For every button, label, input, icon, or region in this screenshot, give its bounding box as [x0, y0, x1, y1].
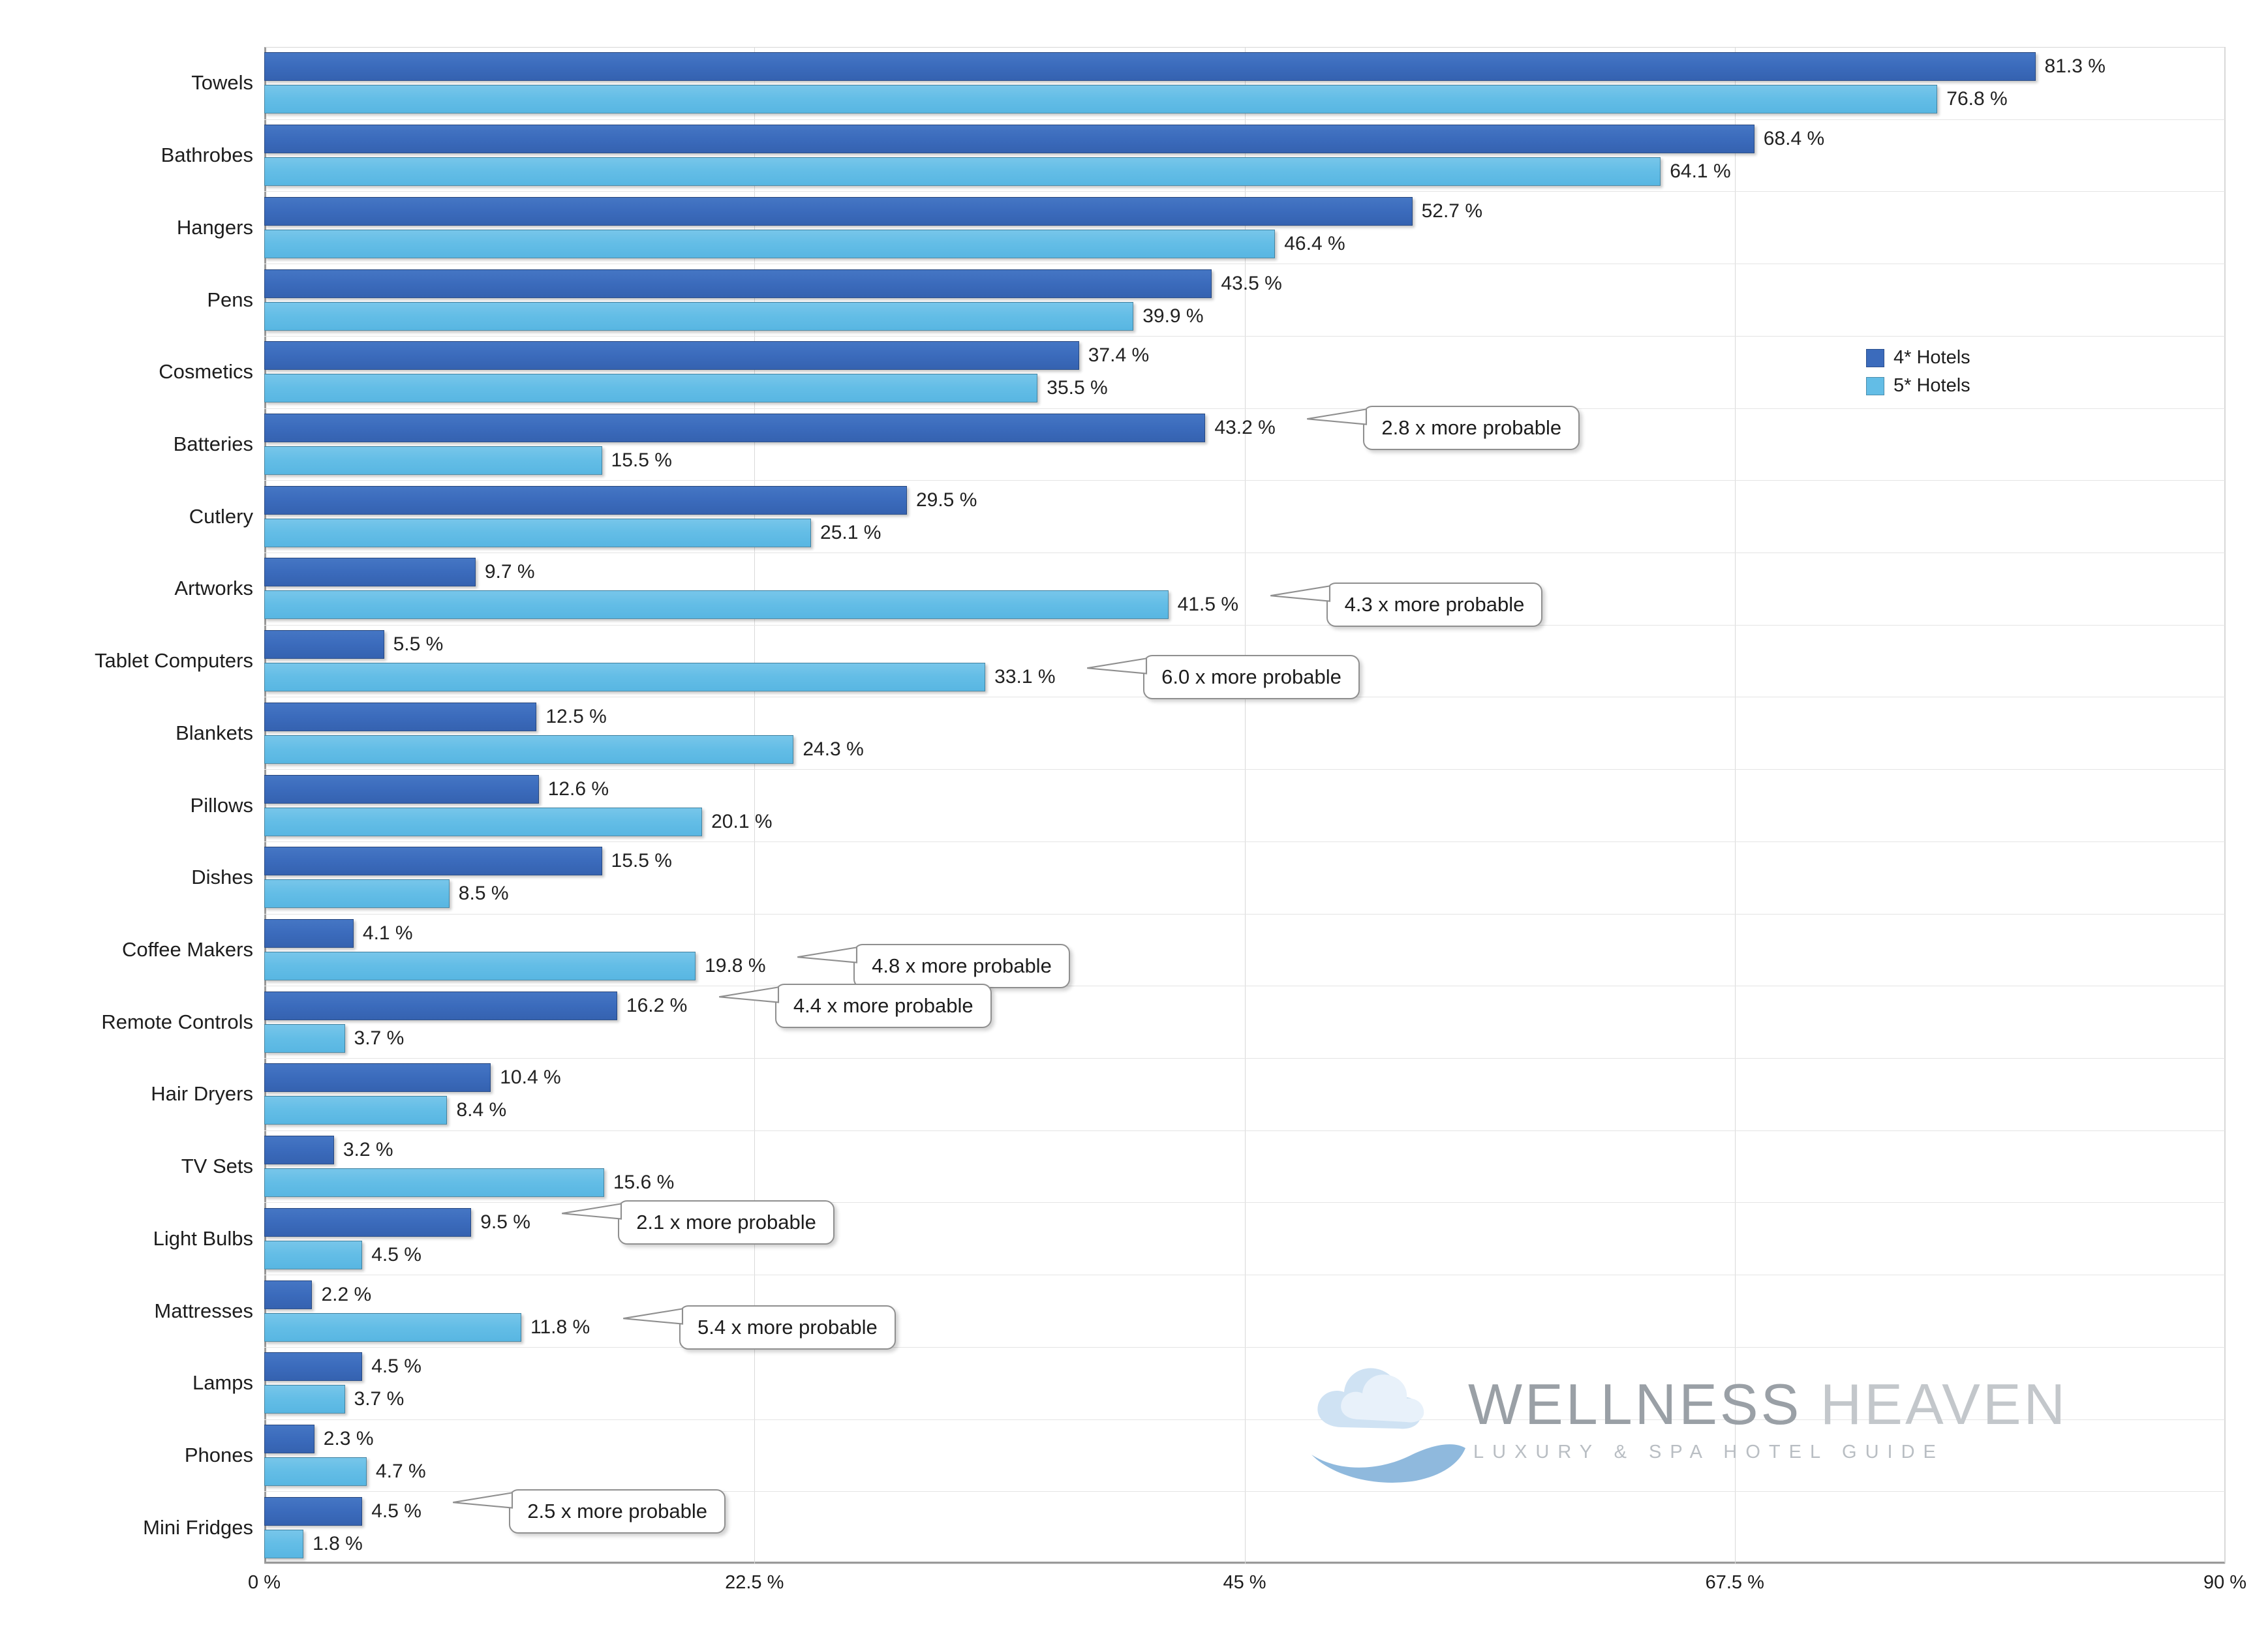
- bar-4-star: [264, 197, 1413, 226]
- bar-value-label: 15.6 %: [613, 1172, 675, 1194]
- bar-5-star: [264, 302, 1133, 331]
- watermark-word-1: WELLNESS: [1468, 1372, 1802, 1436]
- bar-5-star: [264, 808, 702, 836]
- cloud-wave-logo-icon: [1305, 1357, 1468, 1487]
- bar-4-star: [264, 775, 539, 804]
- annotation-callout: 4.3 x more probable: [1326, 583, 1543, 627]
- gridline-horizontal: [264, 480, 2225, 481]
- bar-5-star: [264, 519, 811, 547]
- bar-value-label: 1.8 %: [313, 1532, 363, 1554]
- annotation-callout: 6.0 x more probable: [1143, 655, 1360, 699]
- gridline-horizontal: [264, 336, 2225, 337]
- legend-item-5-star: [1866, 375, 1970, 397]
- category-label: TV Sets: [181, 1155, 253, 1178]
- annotation-callout: 4.8 x more probable: [853, 944, 1070, 988]
- bar-value-label: 3.7 %: [354, 1027, 405, 1049]
- bar-5-star: [264, 1313, 521, 1342]
- annotation-callout: 2.1 x more probable: [618, 1200, 835, 1245]
- gridline-horizontal: [264, 408, 2225, 409]
- bar-value-label: 43.5 %: [1221, 272, 1282, 294]
- bar-value-label: 12.6 %: [547, 778, 609, 800]
- bar-value-label: 35.5 %: [1047, 377, 1108, 399]
- annotation-callout: 5.4 x more probable: [679, 1305, 896, 1350]
- callout-pointer-icon: [1268, 581, 1330, 607]
- bar-5-star: [264, 85, 1937, 114]
- annotation-callout: 2.8 x more probable: [1363, 406, 1580, 450]
- callout-pointer-icon: [1084, 653, 1146, 679]
- bar-5-star: [264, 230, 1275, 258]
- gridline-horizontal: [264, 119, 2225, 120]
- bar-4-star: [264, 1280, 312, 1309]
- bar-value-label: 4.5 %: [371, 1243, 421, 1265]
- category-label: Towels: [191, 71, 253, 95]
- callout-pointer-icon: [621, 1303, 682, 1329]
- callout-pointer-icon: [450, 1487, 512, 1513]
- x-tick-label: 0 %: [248, 1572, 281, 1593]
- bar-5-star: [264, 1241, 362, 1269]
- bar-4-star: [264, 847, 602, 875]
- bar-value-label: 2.3 %: [323, 1427, 374, 1449]
- callout-pointer-icon: [795, 942, 857, 968]
- gridline-horizontal: [264, 841, 2225, 842]
- callout-pointer-icon: [1304, 404, 1366, 430]
- bar-value-label: 29.5 %: [915, 489, 977, 511]
- category-label: Mini Fridges: [143, 1515, 253, 1539]
- bar-4-star: [264, 341, 1079, 370]
- category-label: Mattresses: [154, 1299, 253, 1322]
- bar-4-star: [264, 1352, 362, 1381]
- gridline-horizontal: [264, 1347, 2225, 1348]
- legend-label-5-star: 5* Hotels: [1893, 375, 1970, 396]
- category-label: Blankets: [176, 721, 253, 744]
- gridline-horizontal: [264, 1130, 2225, 1131]
- gridline-vertical: [1735, 47, 1736, 1564]
- category-label: Hair Dryers: [151, 1082, 253, 1106]
- bar-value-label: 11.8 %: [530, 1316, 590, 1338]
- bar-value-label: 15.5 %: [611, 449, 672, 471]
- bar-5-star: [264, 735, 793, 764]
- bar-value-label: 68.4 %: [1763, 128, 1825, 150]
- bar-value-label: 15.5 %: [611, 850, 672, 872]
- bar-4-star: [264, 992, 617, 1020]
- legend-label-4-star: 4* Hotels: [1893, 347, 1970, 368]
- bar-value-label: 81.3 %: [2044, 55, 2106, 78]
- bar-4-star: [264, 1063, 491, 1092]
- category-label: Remote Controls: [101, 1010, 253, 1033]
- watermark-tagline: LUXURY & SPA HOTEL GUIDE: [1473, 1442, 1944, 1462]
- category-label: Lamps: [192, 1371, 253, 1395]
- bar-5-star: [264, 663, 985, 691]
- category-label: Artworks: [174, 577, 253, 600]
- legend-swatch-5-star: [1866, 377, 1884, 395]
- bar-value-label: 64.1 %: [1670, 160, 1731, 183]
- bar-value-label: 8.5 %: [458, 883, 509, 905]
- bar-4-star: [264, 1208, 471, 1237]
- bar-value-label: 37.4 %: [1088, 344, 1150, 367]
- bar-5-star: [264, 1024, 345, 1053]
- category-label: Cosmetics: [159, 360, 253, 384]
- bar-4-star: [264, 414, 1205, 442]
- bar-4-star: [264, 269, 1212, 298]
- bar-value-label: 24.3 %: [803, 738, 864, 760]
- bar-5-star: [264, 1096, 447, 1125]
- bar-value-label: 20.1 %: [711, 810, 773, 832]
- category-label: Coffee Makers: [121, 937, 253, 961]
- bar-4-star: [264, 1136, 334, 1164]
- category-label: Bathrobes: [161, 144, 253, 167]
- category-label: Dishes: [191, 866, 253, 889]
- bar-value-label: 4.1 %: [362, 922, 413, 944]
- x-tick-label: 45 %: [1223, 1572, 1266, 1593]
- bar-5-star: [264, 1385, 345, 1414]
- bar-value-label: 46.4 %: [1284, 232, 1345, 254]
- bar-value-label: 12.5 %: [545, 705, 607, 727]
- category-label: Cutlery: [189, 504, 253, 528]
- bar-value-label: 9.5 %: [480, 1211, 530, 1233]
- watermark-word-2: HEAVEN: [1820, 1372, 2068, 1436]
- category-label: Tablet Computers: [95, 649, 253, 673]
- bar-4-star: [264, 52, 2036, 81]
- bar-value-label: 10.4 %: [500, 1067, 561, 1089]
- gridline-horizontal: [264, 1202, 2225, 1203]
- annotation-callout: 2.5 x more probable: [509, 1489, 726, 1534]
- gridline-horizontal: [264, 769, 2225, 770]
- bar-5-star: [264, 374, 1037, 402]
- category-label: Light Bulbs: [153, 1226, 253, 1250]
- bar-4-star: [264, 558, 476, 586]
- legend-swatch-4-star: [1866, 349, 1884, 367]
- category-label: Batteries: [173, 432, 253, 455]
- category-label: Phones: [184, 1443, 253, 1466]
- bar-value-label: 4.5 %: [371, 1500, 421, 1522]
- bar-5-star: [264, 1530, 303, 1558]
- gridline-vertical: [2225, 47, 2226, 1564]
- bar-4-star: [264, 703, 536, 731]
- wellness-heaven-watermark: [1305, 1357, 2134, 1494]
- bar-value-label: 4.5 %: [371, 1356, 421, 1378]
- category-label: Hangers: [176, 215, 253, 239]
- bar-5-star: [264, 879, 450, 908]
- watermark-title: [1468, 1371, 2068, 1438]
- bar-value-label: 3.2 %: [343, 1139, 393, 1161]
- category-label: Pens: [207, 288, 253, 311]
- bar-4-star: [264, 486, 907, 515]
- bar-value-label: 8.4 %: [456, 1099, 507, 1121]
- bar-4-star: [264, 630, 384, 659]
- gridline-horizontal: [264, 1058, 2225, 1059]
- bar-value-label: 2.2 %: [321, 1283, 372, 1305]
- bar-value-label: 76.8 %: [1946, 88, 2008, 110]
- bar-4-star: [264, 1497, 362, 1526]
- bar-4-star: [264, 125, 1755, 153]
- callout-pointer-icon: [559, 1198, 621, 1224]
- chart-legend: [1866, 347, 1970, 403]
- bar-value-label: 5.5 %: [393, 633, 444, 656]
- annotation-callout: 4.4 x more probable: [775, 984, 992, 1028]
- bar-value-label: 33.1 %: [994, 666, 1056, 688]
- x-tick-label: 67.5 %: [1705, 1572, 1764, 1593]
- bar-5-star: [264, 952, 696, 980]
- gridline-horizontal: [264, 914, 2225, 915]
- bar-5-star: [264, 157, 1661, 186]
- bar-5-star: [264, 446, 602, 475]
- bar-5-star: [264, 590, 1169, 619]
- bar-5-star: [264, 1457, 367, 1486]
- bar-value-label: 43.2 %: [1214, 416, 1276, 438]
- bar-value-label: 41.5 %: [1177, 594, 1239, 616]
- bar-value-label: 4.7 %: [375, 1460, 426, 1482]
- x-tick-label: 22.5 %: [725, 1572, 784, 1593]
- bar-value-label: 9.7 %: [484, 561, 535, 583]
- bar-value-label: 25.1 %: [820, 521, 881, 543]
- gridline-horizontal: [264, 191, 2225, 192]
- bar-4-star: [264, 1425, 314, 1453]
- bar-value-label: 19.8 %: [705, 954, 766, 977]
- category-label: Pillows: [190, 793, 253, 817]
- x-tick-label: 90 %: [2203, 1572, 2247, 1593]
- bar-4-star: [264, 919, 354, 948]
- legend-item-4-star: [1866, 347, 1970, 369]
- bar-value-label: 52.7 %: [1421, 200, 1482, 222]
- bar-value-label: 3.7 %: [354, 1388, 405, 1410]
- bar-value-label: 16.2 %: [626, 994, 688, 1016]
- callout-pointer-icon: [716, 982, 778, 1008]
- gridline-horizontal: [264, 625, 2225, 626]
- bar-value-label: 39.9 %: [1142, 305, 1204, 327]
- bar-5-star: [264, 1168, 604, 1197]
